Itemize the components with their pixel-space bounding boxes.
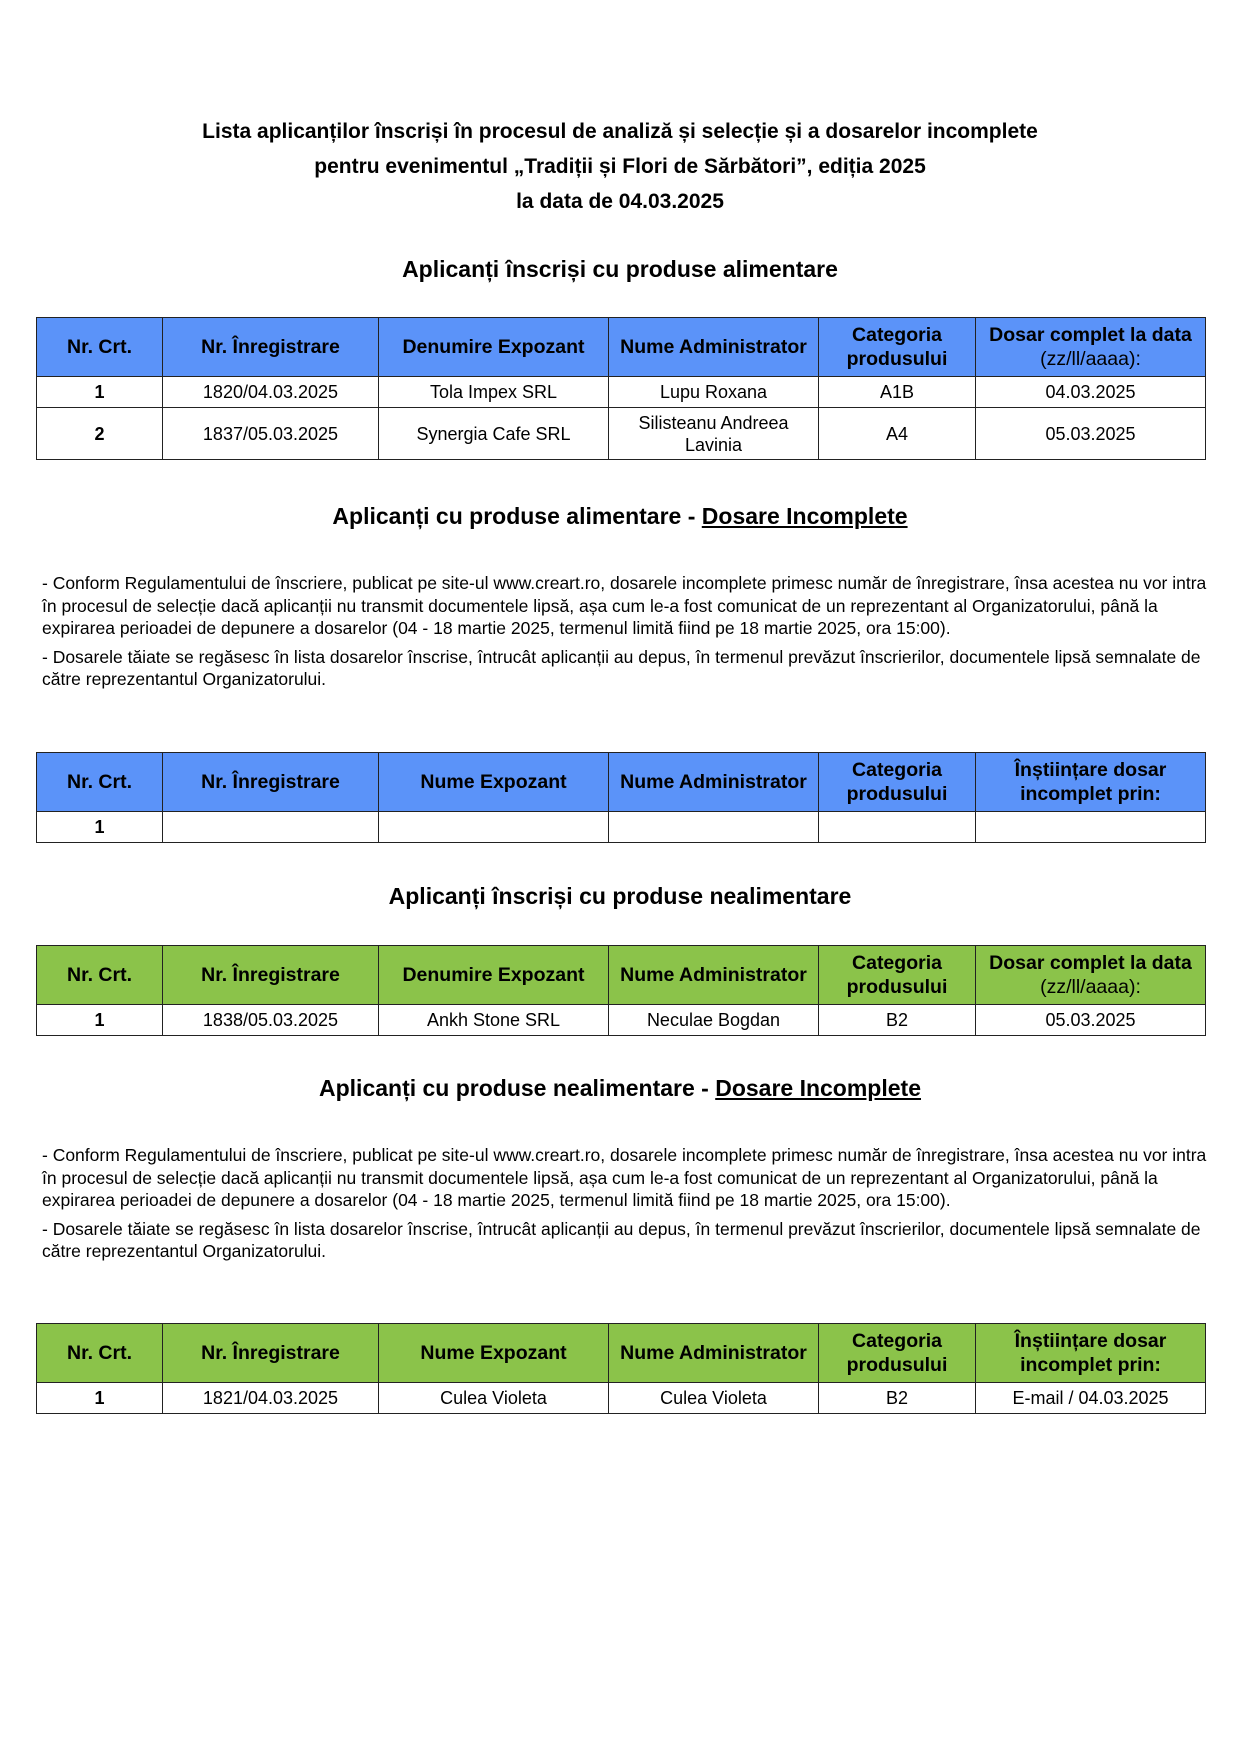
col-header-administrator: Nume Administrator [609, 753, 819, 812]
table-nonfood-registered [36, 945, 1206, 1036]
col-header-complete-date [976, 318, 1206, 377]
cell-category: A1B [819, 377, 976, 408]
table-row [37, 812, 1206, 843]
cell-nr: 1 [37, 1383, 163, 1414]
col-header-complete-date-label: Dosar complet la data [989, 324, 1192, 346]
cell-category: B2 [819, 1005, 976, 1036]
col-header-complete-date-label: Dosar complet la data [989, 952, 1192, 974]
heading-food-incomplete-underlined: Dosare Incomplete [701, 503, 908, 529]
cell-exhibitor: Ankh Stone SRL [379, 1005, 609, 1036]
cell-administrator: Culea Violeta [609, 1383, 819, 1414]
col-header-category: Categoria produsului [819, 753, 976, 812]
table-header-row [37, 753, 1206, 812]
table-header-row [37, 1324, 1206, 1383]
cell-category: A4 [819, 408, 976, 460]
page-title [0, 114, 1240, 219]
heading-food-registered: Aplicanți înscriși cu produse alimentare [402, 256, 838, 282]
title-line-1: Lista aplicanților înscriși în procesul de analiză și selecție și a dosarelor incomplete [202, 120, 1038, 143]
cell-registration: 1820/04.03.2025 [163, 377, 379, 408]
col-header-complete-date [976, 946, 1206, 1005]
table-food-registered [36, 317, 1206, 460]
cell-registration: 1821/04.03.2025 [163, 1383, 379, 1414]
note-paragraph-2: - Dosarele tăiate se regăsesc în lista dosarelor înscrise, întrucât aplicanții au depus, în termenul prevăzut înscrierilor, documentele lipsă semnalate de către reprezentantul Organizatorului. [42, 1218, 1201, 1261]
cell-notice: E-mail / 04.03.2025 [976, 1383, 1206, 1414]
note-nonfood-incomplete [42, 1144, 1212, 1269]
cell-registration: 1837/05.03.2025 [163, 408, 379, 460]
table-row [37, 1005, 1206, 1036]
cell-administrator: Neculae Bogdan [609, 1005, 819, 1036]
cell-exhibitor: Tola Impex SRL [379, 377, 609, 408]
col-header-category: Categoria produsului [819, 1324, 976, 1383]
cell-administrator [609, 812, 819, 843]
col-header-registration: Nr. Înregistrare [163, 1324, 379, 1383]
col-header-notice: Înștiințare dosar incomplet prin: [976, 1324, 1206, 1383]
date-format-hint: (zz/ll/aaaa): [1040, 348, 1141, 370]
heading-nonfood-incomplete-prefix: Aplicanți cu produse nealimentare - [319, 1075, 716, 1101]
heading-nonfood-incomplete [0, 1074, 1240, 1102]
cell-nr: 1 [37, 377, 163, 408]
col-header-category: Categoria produsului [819, 318, 976, 377]
cell-nr: 1 [37, 1005, 163, 1036]
cell-category: B2 [819, 1383, 976, 1414]
note-paragraph-2: - Dosarele tăiate se regăsesc în lista dosarelor înscrise, întrucât aplicanții au depus, în termenul prevăzut înscrierilor, documentele lipsă semnalate de către reprezentantul Organizatorului. [42, 646, 1201, 689]
col-header-registration: Nr. Înregistrare [163, 753, 379, 812]
col-header-administrator: Nume Administrator [609, 1324, 819, 1383]
cell-notice [976, 812, 1206, 843]
table-nonfood-incomplete [36, 1323, 1206, 1414]
cell-administrator: Lupu Roxana [609, 377, 819, 408]
col-header-exhibitor: Nume Expozant [379, 753, 609, 812]
table-header-row [37, 946, 1206, 1005]
cell-exhibitor: Synergia Cafe SRL [379, 408, 609, 460]
cell-nr: 1 [37, 812, 163, 843]
col-header-nr: Nr. Crt. [37, 753, 163, 812]
col-header-category: Categoria produsului [819, 946, 976, 1005]
col-header-nr: Nr. Crt. [37, 946, 163, 1005]
cell-exhibitor: Culea Violeta [379, 1383, 609, 1414]
col-header-notice: Înștiințare dosar incomplet prin: [976, 753, 1206, 812]
note-paragraph-1: - Conform Regulamentului de înscriere, publicat pe site-ul www.creart.ro, dosarele incomplete primesc număr de înregistrare, însa acestea nu vor intra în procesul de selecție dacă aplicanții nu transmit documentele lipsă, așa cum le-a fost comunicat de un reprezentant al Organizatorului, până la expirarea perioadei de depunere a dosarelor (04 - 18 martie 2025, termenul limită fiind pe 18 martie 2025, ora 15:00). [42, 573, 1207, 638]
cell-date: 05.03.2025 [976, 408, 1206, 460]
col-header-registration: Nr. Înregistrare [163, 318, 379, 377]
cell-registration [163, 812, 379, 843]
col-header-administrator: Nume Administrator [609, 946, 819, 1005]
table-row [37, 408, 1206, 460]
note-paragraph-1: - Conform Regulamentului de înscriere, publicat pe site-ul www.creart.ro, dosarele incomplete primesc număr de înregistrare, însa acestea nu vor intra în procesul de selecție dacă aplicanții nu transmit documentele lipsă, așa cum le-a fost comunicat de un reprezentant al Organizatorului, până la expirarea perioadei de depunere a dosarelor (04 - 18 martie 2025, termenul limită fiind pe 18 martie 2025, ora 15:00). [42, 1145, 1207, 1210]
cell-administrator: Silisteanu Andreea Lavinia [609, 408, 819, 460]
col-header-exhibitor: Denumire Expozant [379, 318, 609, 377]
title-line-3: la data de 04.03.2025 [516, 190, 724, 213]
col-header-nr: Nr. Crt. [37, 1324, 163, 1383]
heading-food-incomplete [0, 502, 1240, 530]
cell-category [819, 812, 976, 843]
cell-nr: 2 [37, 408, 163, 460]
title-line-2: pentru evenimentul „Tradiții și Flori de Sărbători”, ediția 2025 [314, 155, 926, 178]
cell-date: 04.03.2025 [976, 377, 1206, 408]
table-row [37, 377, 1206, 408]
col-header-exhibitor: Denumire Expozant [379, 946, 609, 1005]
date-format-hint: (zz/ll/aaaa): [1040, 976, 1141, 998]
heading-nonfood-incomplete-underlined: Dosare Incomplete [715, 1075, 921, 1101]
cell-exhibitor [379, 812, 609, 843]
note-food-incomplete [42, 572, 1212, 697]
cell-date: 05.03.2025 [976, 1005, 1206, 1036]
col-header-registration: Nr. Înregistrare [163, 946, 379, 1005]
col-header-administrator: Nume Administrator [609, 318, 819, 377]
cell-registration: 1838/05.03.2025 [163, 1005, 379, 1036]
table-header-row [37, 318, 1206, 377]
heading-nonfood-registered: Aplicanți înscriși cu produse nealimentare [388, 883, 852, 909]
heading-food-incomplete-prefix: Aplicanți cu produse alimentare - [332, 503, 702, 529]
col-header-nr: Nr. Crt. [37, 318, 163, 377]
col-header-exhibitor: Nume Expozant [379, 1324, 609, 1383]
table-food-incomplete [36, 752, 1206, 843]
table-row [37, 1383, 1206, 1414]
